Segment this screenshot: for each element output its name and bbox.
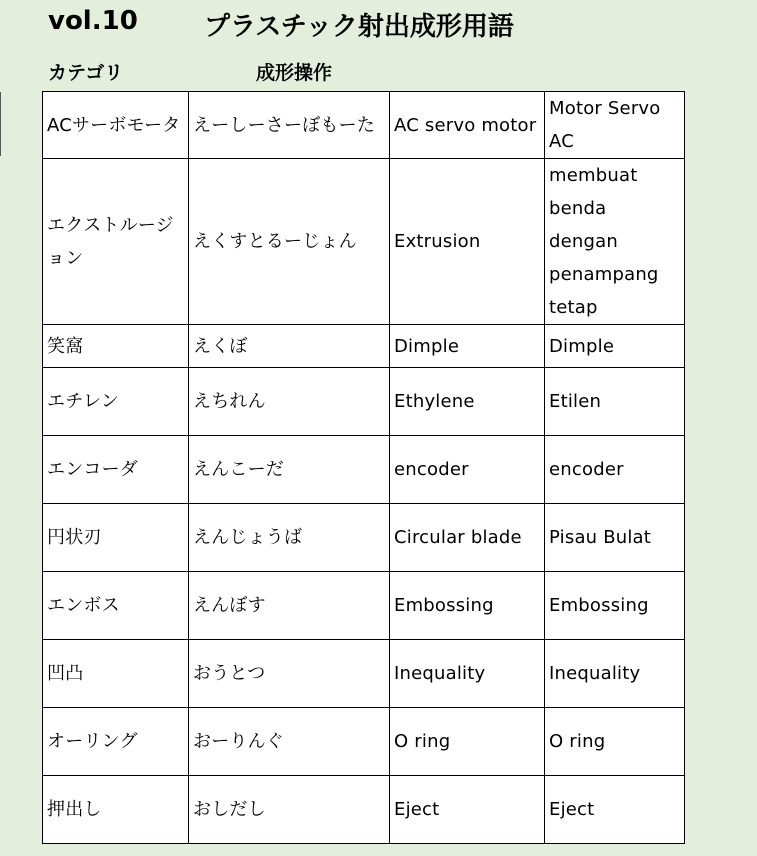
table-row (43, 776, 685, 844)
term-japanese: オーリング (43, 708, 189, 776)
term-english: Inequality (390, 640, 545, 708)
term-reading: えんこーだ (189, 436, 390, 504)
volume-label: vol.10 (48, 6, 138, 36)
term-indonesian: membuat benda dengan penampang tetap (545, 159, 685, 325)
category-label: カテゴリ (48, 62, 124, 84)
table-row (43, 504, 685, 572)
term-english: Dimple (390, 325, 545, 368)
term-japanese: 笑窩 (43, 325, 189, 368)
category-value: 成形操作 (256, 62, 333, 84)
term-japanese: 凹凸 (43, 640, 189, 708)
term-english: Circular blade (390, 504, 545, 572)
term-english: O ring (390, 708, 545, 776)
term-indonesian: Etilen (545, 368, 685, 436)
term-japanese: エクストルージョン (43, 159, 189, 325)
term-reading: えくぼ (189, 325, 390, 368)
table-row (43, 92, 685, 159)
term-reading: えんじょうば (189, 504, 390, 572)
term-english: encoder (390, 436, 545, 504)
term-indonesian: encoder (545, 436, 685, 504)
term-reading: えんぼす (189, 572, 390, 640)
term-indonesian: Inequality (545, 640, 685, 708)
term-indonesian: O ring (545, 708, 685, 776)
term-reading: えちれん (189, 368, 390, 436)
term-japanese: エンコーダ (43, 436, 189, 504)
term-japanese: エチレン (43, 368, 189, 436)
table-row (43, 436, 685, 504)
table-row (43, 368, 685, 436)
term-indonesian: Motor Servo AC (545, 92, 685, 159)
term-english: Eject (390, 776, 545, 844)
term-japanese: ACサーボモータ (43, 92, 189, 159)
term-reading: おーりんぐ (189, 708, 390, 776)
term-english: Extrusion (390, 159, 545, 325)
table-row (43, 325, 685, 368)
term-japanese: 円状刃 (43, 504, 189, 572)
edge-divider (0, 92, 1, 156)
term-reading: えーしーさーぼもーた (189, 92, 390, 159)
table-row (43, 159, 685, 325)
term-indonesian: Pisau Bulat (545, 504, 685, 572)
table-row (43, 708, 685, 776)
term-japanese: エンボス (43, 572, 189, 640)
glossary-table (42, 91, 685, 844)
term-indonesian: Dimple (545, 325, 685, 368)
term-reading: えくすとるーじょん (189, 159, 390, 325)
term-reading: おうとつ (189, 640, 390, 708)
table-row (43, 572, 685, 640)
page-title: プラスチック射出成形用語 (204, 12, 514, 42)
term-english: Embossing (390, 572, 545, 640)
term-indonesian: Eject (545, 776, 685, 844)
term-english: Ethylene (390, 368, 545, 436)
table-row (43, 640, 685, 708)
term-english: AC servo motor (390, 92, 545, 159)
term-reading: おしだし (189, 776, 390, 844)
term-indonesian: Embossing (545, 572, 685, 640)
term-japanese: 押出し (43, 776, 189, 844)
